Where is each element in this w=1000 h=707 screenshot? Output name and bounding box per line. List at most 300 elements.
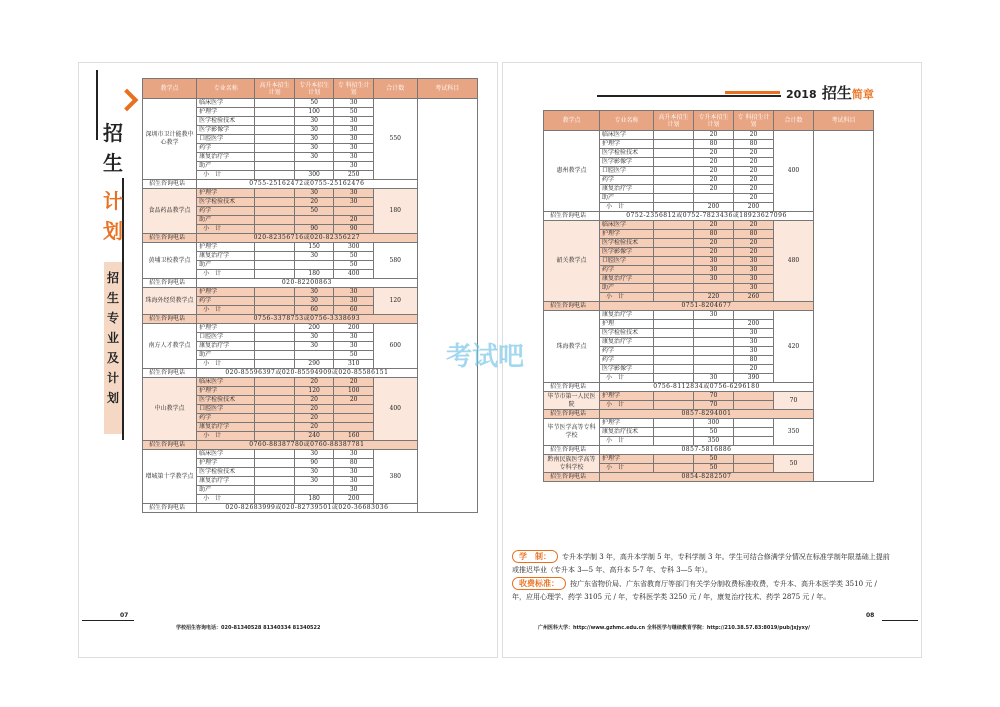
subtotal-label: 小 计 [197,495,255,504]
major-name: 康复治疗技术 [600,428,654,437]
subtotal-zk [734,464,774,473]
plan-gsb [255,261,295,270]
plan-gsb [255,117,295,126]
plan-gsb [654,284,694,293]
plan-zk: 30 [334,468,374,477]
subtotal-label: 小 计 [197,171,255,180]
subtotal-label: 小 计 [600,374,654,383]
column-header: 专业名称 [600,111,654,131]
group-total: 350 [774,419,814,446]
plan-zk [334,207,374,216]
major-name: 护理学 [600,230,654,239]
subtotal-label: 小 计 [600,203,654,212]
subtotal-zsb: 60 [294,306,334,315]
plan-zsb: 30 [294,117,334,126]
column-header: 合计数 [373,79,417,99]
column-header: 高升本招生计划 [654,111,694,131]
phone-number: 0854-8282507 [600,473,814,482]
column-header: 专升本招生计划 [294,79,334,99]
phone-label: 招生咨询电话 [544,302,600,311]
major-name: 护理学 [197,189,255,198]
subtotal-label: 小 计 [600,401,654,410]
subtotal-zk: 310 [334,360,374,369]
subtotal-gsb [255,270,295,279]
plan-gsb [654,329,694,338]
left-title-recruit: 招生 [103,121,123,175]
major-name: 药学 [197,144,255,153]
plan-gsb [654,158,694,167]
subtotal-zsb: 240 [294,432,334,441]
subtotal-gsb [654,293,694,302]
phone-number: 020-85596397或020-85594909或020-85586151 [197,369,418,378]
plan-zsb [694,365,734,374]
phone-number: 0755-25162472或0755-25162476 [197,180,418,189]
subtotal-zk: 390 [734,374,774,383]
major-name: 药学 [197,414,255,423]
major-name: 医学检验技术 [197,198,255,207]
note-fee [512,577,892,604]
plan-zk: 30 [734,347,774,356]
plan-zsb: 20 [294,414,334,423]
exam-subjects-note [417,99,477,513]
subtotal-zsb: 200 [694,203,734,212]
plan-zsb: 20 [294,198,334,207]
major-name: 护理学 [197,324,255,333]
plan-gsb [654,194,694,203]
plan-zk [734,455,774,464]
subtotal-label: 小 计 [600,437,654,446]
plan-zk: 30 [334,99,374,108]
phone-label: 招生咨询电话 [544,212,600,221]
plan-gsb [654,230,694,239]
plan-zk: 200 [734,320,774,329]
fee-label: 收费标准： [512,577,566,590]
plan-gsb [255,324,295,333]
major-name: 护理学 [600,140,654,149]
left-plan-table [142,78,478,513]
phone-label: 招生咨询电话 [544,446,600,455]
plan-zsb: 30 [294,450,334,459]
plan-gsb [654,347,694,356]
major-name: 医学影像学 [600,248,654,257]
header-row [544,111,874,131]
plan-zk [734,428,774,437]
subtotal-zk [734,401,774,410]
footer-line-left [82,620,134,621]
plan-zsb: 120 [294,387,334,396]
plan-gsb [255,387,295,396]
plan-zk: 20 [734,185,774,194]
plan-zsb: 30 [294,126,334,135]
plan-zk: 30 [734,257,774,266]
major-name: 康复治疗学 [197,423,255,432]
plan-zsb: 20 [294,378,334,387]
plan-zk: 20 [734,365,774,374]
plan-zk: 30 [334,126,374,135]
plan-zk: 20 [734,149,774,158]
phone-label: 招生咨询电话 [143,504,197,513]
column-header: 考试科目 [417,79,477,99]
plan-gsb [654,248,694,257]
major-name: 康复治疗学 [197,252,255,261]
plan-zk: 80 [734,230,774,239]
phone-label: 招生咨询电话 [143,279,197,288]
plan-zk: 20 [734,194,774,203]
teaching-point: 南方人才教学点 [143,324,197,369]
right-title-line [597,95,781,97]
group-total: 120 [373,288,417,315]
major-name: 医学检验技术 [600,329,654,338]
subtotal-label: 小 计 [197,432,255,441]
major-name: 医学检验技术 [197,468,255,477]
subtotal-gsb [255,360,295,369]
group-total: 600 [373,324,417,369]
plan-gsb [255,243,295,252]
column-header: 教学点 [544,111,600,131]
plan-zk [334,423,374,432]
plan-zk [734,419,774,428]
subtotal-gsb [654,464,694,473]
plan-zk: 100 [334,387,374,396]
plan-zsb [694,338,734,347]
subtotal-zk [734,437,774,446]
subtotal-zk: 90 [334,225,374,234]
plan-gsb [255,162,295,171]
plan-gsb [255,297,295,306]
plan-gsb [255,144,295,153]
subtotal-zk: 200 [334,495,374,504]
major-name: 康复治疗学 [197,477,255,486]
major-name: 药学 [197,207,255,216]
plan-gsb [654,419,694,428]
plan-gsb [255,351,295,360]
plan-gsb [255,216,295,225]
group-total: 50 [774,455,814,473]
plan-zk: 30 [334,288,374,297]
plan-gsb [255,342,295,351]
plan-gsb [654,365,694,374]
group-total: 480 [774,221,814,302]
subtotal-gsb [654,401,694,410]
right-page-number: 08 [866,612,875,619]
plan-gsb [255,459,295,468]
phone-number: 0752-2356812或0752-7823436或18923627096 [600,212,814,221]
group-total: 180 [373,189,417,234]
plan-zk: 30 [334,198,374,207]
column-header: 专业名称 [197,79,255,99]
major-name: 临床医学 [197,378,255,387]
phone-number: 0751-8204677 [600,302,814,311]
major-name: 医学检验技术 [197,396,255,405]
plan-gsb [654,275,694,284]
plan-zk: 200 [334,324,374,333]
plan-zsb: 150 [294,243,334,252]
plan-zk: 80 [734,356,774,365]
teaching-point: 毕节市第一人民医院 [544,392,600,410]
subtotal-label: 小 计 [197,360,255,369]
major-name: 助产 [600,284,654,293]
plan-gsb [654,167,694,176]
plan-zsb: 20 [694,176,734,185]
subtotal-zsb: 180 [294,495,334,504]
subtotal-label: 小 计 [197,270,255,279]
major-name: 康复治疗学 [600,275,654,284]
subtotal-gsb [255,432,295,441]
phone-label: 招生咨询电话 [143,369,197,378]
major-name: 助产 [197,261,255,270]
plan-zk: 20 [734,167,774,176]
plan-zk: 50 [334,108,374,117]
plan-zk: 30 [334,135,374,144]
plan-zk: 30 [334,162,374,171]
plan-zsb: 30 [294,477,334,486]
major-name: 临床医学 [600,221,654,230]
plan-gsb [654,356,694,365]
plan-zsb: 30 [294,144,334,153]
plan-zk: 30 [734,329,774,338]
right-page-title [786,82,874,103]
plan-zk: 30 [734,275,774,284]
major-name: 口腔医学 [600,257,654,266]
plan-gsb [255,207,295,216]
plan-zk: 30 [334,333,374,342]
teaching-point: 珠海外经贸教学点 [143,288,197,315]
plan-zsb: 20 [294,396,334,405]
plan-zsb: 30 [694,266,734,275]
left-page-number: 07 [120,612,129,619]
plan-zsb: 30 [294,252,334,261]
plan-zsb: 30 [694,257,734,266]
plan-zk: 30 [334,450,374,459]
plan-gsb [255,450,295,459]
plan-zsb: 30 [294,333,334,342]
subtotal-zsb: 90 [294,225,334,234]
group-total: 580 [373,243,417,279]
plan-gsb [255,135,295,144]
plan-gsb [255,414,295,423]
major-name: 康复治疗学 [600,185,654,194]
column-header: 专升本招生计划 [694,111,734,131]
left-footer-text: 学校招生咨询电话：020-81340528 81340334 81340522 [176,625,321,631]
plan-gsb [255,252,295,261]
major-name: 护理学 [197,288,255,297]
plan-zsb: 50 [294,99,334,108]
plan-gsb [255,108,295,117]
plan-gsb [654,428,694,437]
left-title-plan: 计划 [103,189,123,243]
group-total: 550 [373,99,417,180]
phone-number: 020-82200863 [197,279,418,288]
subtotal-gsb [654,374,694,383]
plan-zk [734,392,774,401]
phone-number: 020-82683999或020-82739501或020-36683036 [197,504,418,513]
plan-zk [334,414,374,423]
title-main: 招生 [821,84,852,102]
column-header: 高升本招生计划 [255,79,295,99]
subtotal-gsb [654,203,694,212]
phone-number: 0756-8112834或0756-6296180 [600,383,814,392]
subtotal-label: 小 计 [197,225,255,234]
plan-zsb: 70 [694,392,734,401]
plan-gsb [654,239,694,248]
plan-zk: 30 [334,117,374,126]
major-name: 助产 [197,216,255,225]
subtotal-zsb: 180 [294,270,334,279]
plan-zsb: 200 [294,324,334,333]
plan-zk: 20 [734,239,774,248]
plan-gsb [255,396,295,405]
teaching-point: 黄埔卫校教学点 [143,243,197,279]
plan-gsb [255,477,295,486]
plan-zk: 30 [734,284,774,293]
column-header: 专 科招生计划 [734,111,774,131]
subtotal-zsb: 290 [294,360,334,369]
subtotal-zk: 260 [734,293,774,302]
plan-zsb: 20 [294,423,334,432]
plan-gsb [654,257,694,266]
plan-zk [334,405,374,414]
subtotal-gsb [255,495,295,504]
plan-zsb: 80 [694,230,734,239]
plan-zk: 30 [334,486,374,495]
subtotal-zsb: 350 [694,437,734,446]
plan-zk: 20 [334,378,374,387]
subtotal-gsb [255,225,295,234]
plan-gsb [255,333,295,342]
column-header: 教学点 [143,79,197,99]
plan-zk: 50 [334,351,374,360]
major-name: 助产 [197,351,255,360]
teaching-point: 黔南民族医学高等专科学校 [544,455,600,473]
teaching-point: 韶关教学点 [544,221,600,302]
major-name: 护理学 [197,243,255,252]
plan-zsb: 30 [294,189,334,198]
major-name: 临床医学 [197,450,255,459]
major-name: 护理学 [197,387,255,396]
major-name: 口腔医学 [197,135,255,144]
right-footer-text: 广州医科大学：http://www.gzhmc.edu.cn 全科医学与继续教育学院：http://210.38.57.83:8019/pub/jxjyxy/ [538,625,810,631]
plan-gsb [255,189,295,198]
plan-zk: 20 [734,158,774,167]
plan-zsb [694,194,734,203]
phone-label: 招生咨询电话 [143,180,197,189]
major-name: 康复治疗学 [197,153,255,162]
note-xuezhi [512,550,892,577]
phone-number: 0756-3378753或0756-3338693 [197,315,418,324]
plan-zsb [694,284,734,293]
column-header: 考试科目 [814,111,874,131]
teaching-point: 增城第十学教学点 [143,450,197,504]
plan-zsb: 20 [694,239,734,248]
phone-label: 招生咨询电话 [544,473,600,482]
major-name: 药学 [600,176,654,185]
plan-gsb [654,455,694,464]
plan-zsb: 50 [694,428,734,437]
plan-zsb: 30 [294,468,334,477]
major-name: 药学 [600,347,654,356]
teaching-point: 食品药品教学点 [143,189,197,234]
major-name: 康复治疗学 [600,338,654,347]
major-name: 医学检验技术 [197,117,255,126]
plan-zk: 20 [334,396,374,405]
plan-gsb [255,378,295,387]
major-name: 医学影像学 [600,158,654,167]
plan-gsb [654,392,694,401]
plan-zk: 20 [734,221,774,230]
plan-gsb [255,486,295,495]
major-name: 护理学 [600,392,654,401]
subtotal-gsb [255,171,295,180]
plan-zsb: 20 [294,405,334,414]
fee-text: 按广东省物价局、广东省教育厅等部门有关学分制收费标准收费，专升本、高升本医学类 3510 元 / 年，应用心理学、药学 3105 元 / 年，专科医学类 3250 元 / 年，康复治疗技术、药学 2875 元 / 年。 [512,580,877,601]
plan-zsb: 50 [694,455,734,464]
plan-zsb: 30 [294,288,334,297]
plan-zsb: 20 [694,158,734,167]
phone-label: 招生咨询电话 [544,410,600,419]
phone-label: 招生咨询电话 [143,315,197,324]
subtotal-zsb: 70 [694,401,734,410]
major-name: 医学影像学 [197,126,255,135]
major-name: 临床医学 [600,131,654,140]
subtotal-label: 小 计 [197,306,255,315]
header-row [143,79,478,99]
plan-gsb [654,140,694,149]
plan-zk: 50 [334,261,374,270]
footer-line-right [882,620,918,621]
group-total: 400 [373,378,417,441]
plan-gsb [255,99,295,108]
plan-zsb: 50 [294,207,334,216]
plan-zsb: 30 [694,311,734,320]
plan-gsb [654,176,694,185]
subtotal-label: 小 计 [600,293,654,302]
plan-zsb: 30 [694,275,734,284]
plan-zsb: 80 [694,140,734,149]
subtotal-zsb: 30 [694,374,734,383]
xuezhi-text: 专升本学制 3 年，高升本学制 5 年，专科学制 3 年。学生可结合修满学分情况在标准学制年限基础上提前或推迟毕业（专升本 3—5 年、高升本 5-7 年、专科 3—5 年）。 [512,553,890,574]
plan-gsb [255,288,295,297]
phone-number: 0857-8294001 [600,410,814,419]
major-name: 康复治疗学 [197,342,255,351]
major-name: 护理学 [197,108,255,117]
watermark-logo: 考试吧 [446,342,525,372]
subtotal-zsb: 220 [694,293,734,302]
left-accent-bar [96,70,98,140]
phone-label: 招生咨询电话 [143,234,197,243]
plan-zsb: 30 [294,342,334,351]
plan-gsb [654,221,694,230]
subtotal-gsb [654,437,694,446]
plan-gsb [255,153,295,162]
major-name: 医学检验技术 [600,149,654,158]
major-name: 医学检验技术 [600,239,654,248]
group-total: 400 [774,131,814,212]
plan-gsb [654,338,694,347]
plan-zsb: 20 [694,167,734,176]
major-name: 医学影像学 [600,365,654,374]
subtotal-zk: 60 [334,306,374,315]
phone-label: 招生咨询电话 [143,441,197,450]
left-title-majors: 招生专业及计划 [106,271,119,405]
major-name: 护理学 [600,455,654,464]
plan-zsb [694,347,734,356]
plan-zsb [694,356,734,365]
table-row [143,99,478,108]
plan-zk: 80 [334,459,374,468]
subtotal-label: 小 计 [600,464,654,473]
plan-zsb: 300 [694,419,734,428]
plan-zsb [694,329,734,338]
